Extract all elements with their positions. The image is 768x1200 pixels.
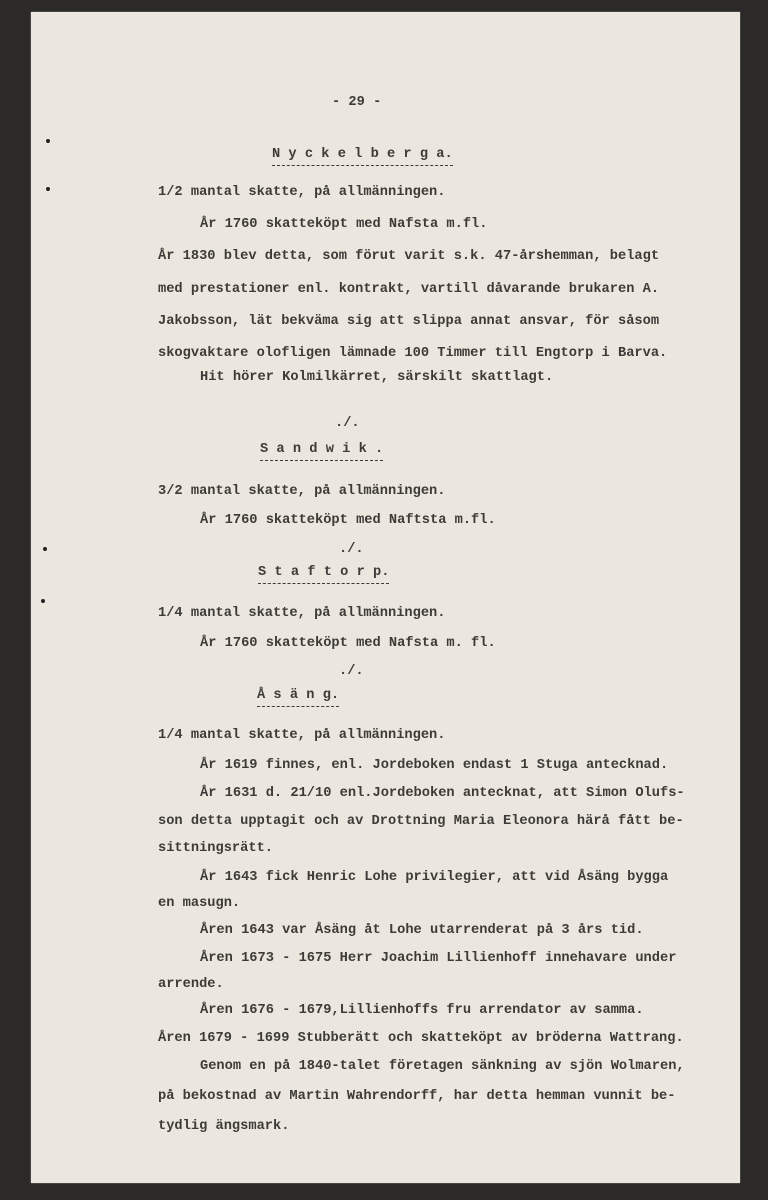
text-line: 1/2 mantal skatte, på allmänningen. xyxy=(158,185,446,200)
text-line: sittningsrätt. xyxy=(158,841,273,856)
document-page xyxy=(31,12,740,1183)
text-line: med prestationer enl. kontrakt, vartill dåvarande brukaren A. xyxy=(158,282,660,297)
text-line: 1/4 mantal skatte, på allmänningen. xyxy=(158,728,446,743)
section-title: S t a f t o r p. xyxy=(258,565,389,584)
text-line: Åren 1643 var Åsäng åt Lohe utarrenderat på 3 års tid. xyxy=(200,923,644,938)
text-line: 1/4 mantal skatte, på allmänningen. xyxy=(158,606,446,621)
text-line: skogvaktare olofligen lämnade 100 Timmer till Engtorp i Barva. xyxy=(158,346,668,361)
text-line: Hit hörer Kolmilkärret, särskilt skattlagt. xyxy=(200,370,554,385)
punch-hole xyxy=(43,547,47,551)
punch-hole xyxy=(41,599,45,603)
separator: ./. xyxy=(339,542,364,557)
text-line: Åren 1679 - 1699 Stubberätt och skatteköpt av bröderna Wattrang. xyxy=(158,1031,684,1046)
text-line: År 1760 skatteköpt med Nafsta m.fl. xyxy=(200,217,488,232)
section-title: N y c k e l b e r g a. xyxy=(272,147,453,166)
text-line: en masugn. xyxy=(158,896,241,911)
text-line: År 1631 d. 21/10 enl.Jordeboken antecknat, att Simon Olufs- xyxy=(200,786,685,801)
text-line: son detta upptagit och av Drottning Maria Eleonora härå fått be- xyxy=(158,814,684,829)
text-line: År 1619 finnes, enl. Jordeboken endast 1 Stuga antecknad. xyxy=(200,758,669,773)
text-line: År 1830 blev detta, som förut varit s.k. 47-årshemman, belagt xyxy=(158,249,660,264)
text-line: på bekostnad av Martin Wahrendorff, har detta hemman vunnit be- xyxy=(158,1089,676,1104)
text-line: tydlig ängsmark. xyxy=(158,1119,290,1134)
text-line: År 1760 skatteköpt med Naftsta m.fl. xyxy=(200,513,496,528)
punch-hole xyxy=(46,139,50,143)
separator: ./. xyxy=(335,416,360,431)
section-title: S a n d w i k . xyxy=(260,442,383,461)
separator: ./. xyxy=(339,664,364,679)
text-line: 3/2 mantal skatte, på allmänningen. xyxy=(158,484,446,499)
punch-hole xyxy=(46,187,50,191)
text-line: arrende. xyxy=(158,977,224,992)
text-line: Åren 1676 - 1679,Lillienhoffs fru arrendator av samma. xyxy=(200,1003,644,1018)
text-line: Åren 1673 - 1675 Herr Joachim Lillienhoff innehavare under xyxy=(200,951,677,966)
section-title: Å s ä n g. xyxy=(257,688,339,707)
page-number: - 29 - xyxy=(332,95,382,110)
text-line: År 1760 skatteköpt med Nafsta m. fl. xyxy=(200,636,496,651)
text-line: År 1643 fick Henric Lohe privilegier, att vid Åsäng bygga xyxy=(200,870,669,885)
text-line: Jakobsson, lät bekväma sig att slippa annat ansvar, för såsom xyxy=(158,314,660,329)
text-line: Genom en på 1840-talet företagen sänkning av sjön Wolmaren, xyxy=(200,1059,685,1074)
